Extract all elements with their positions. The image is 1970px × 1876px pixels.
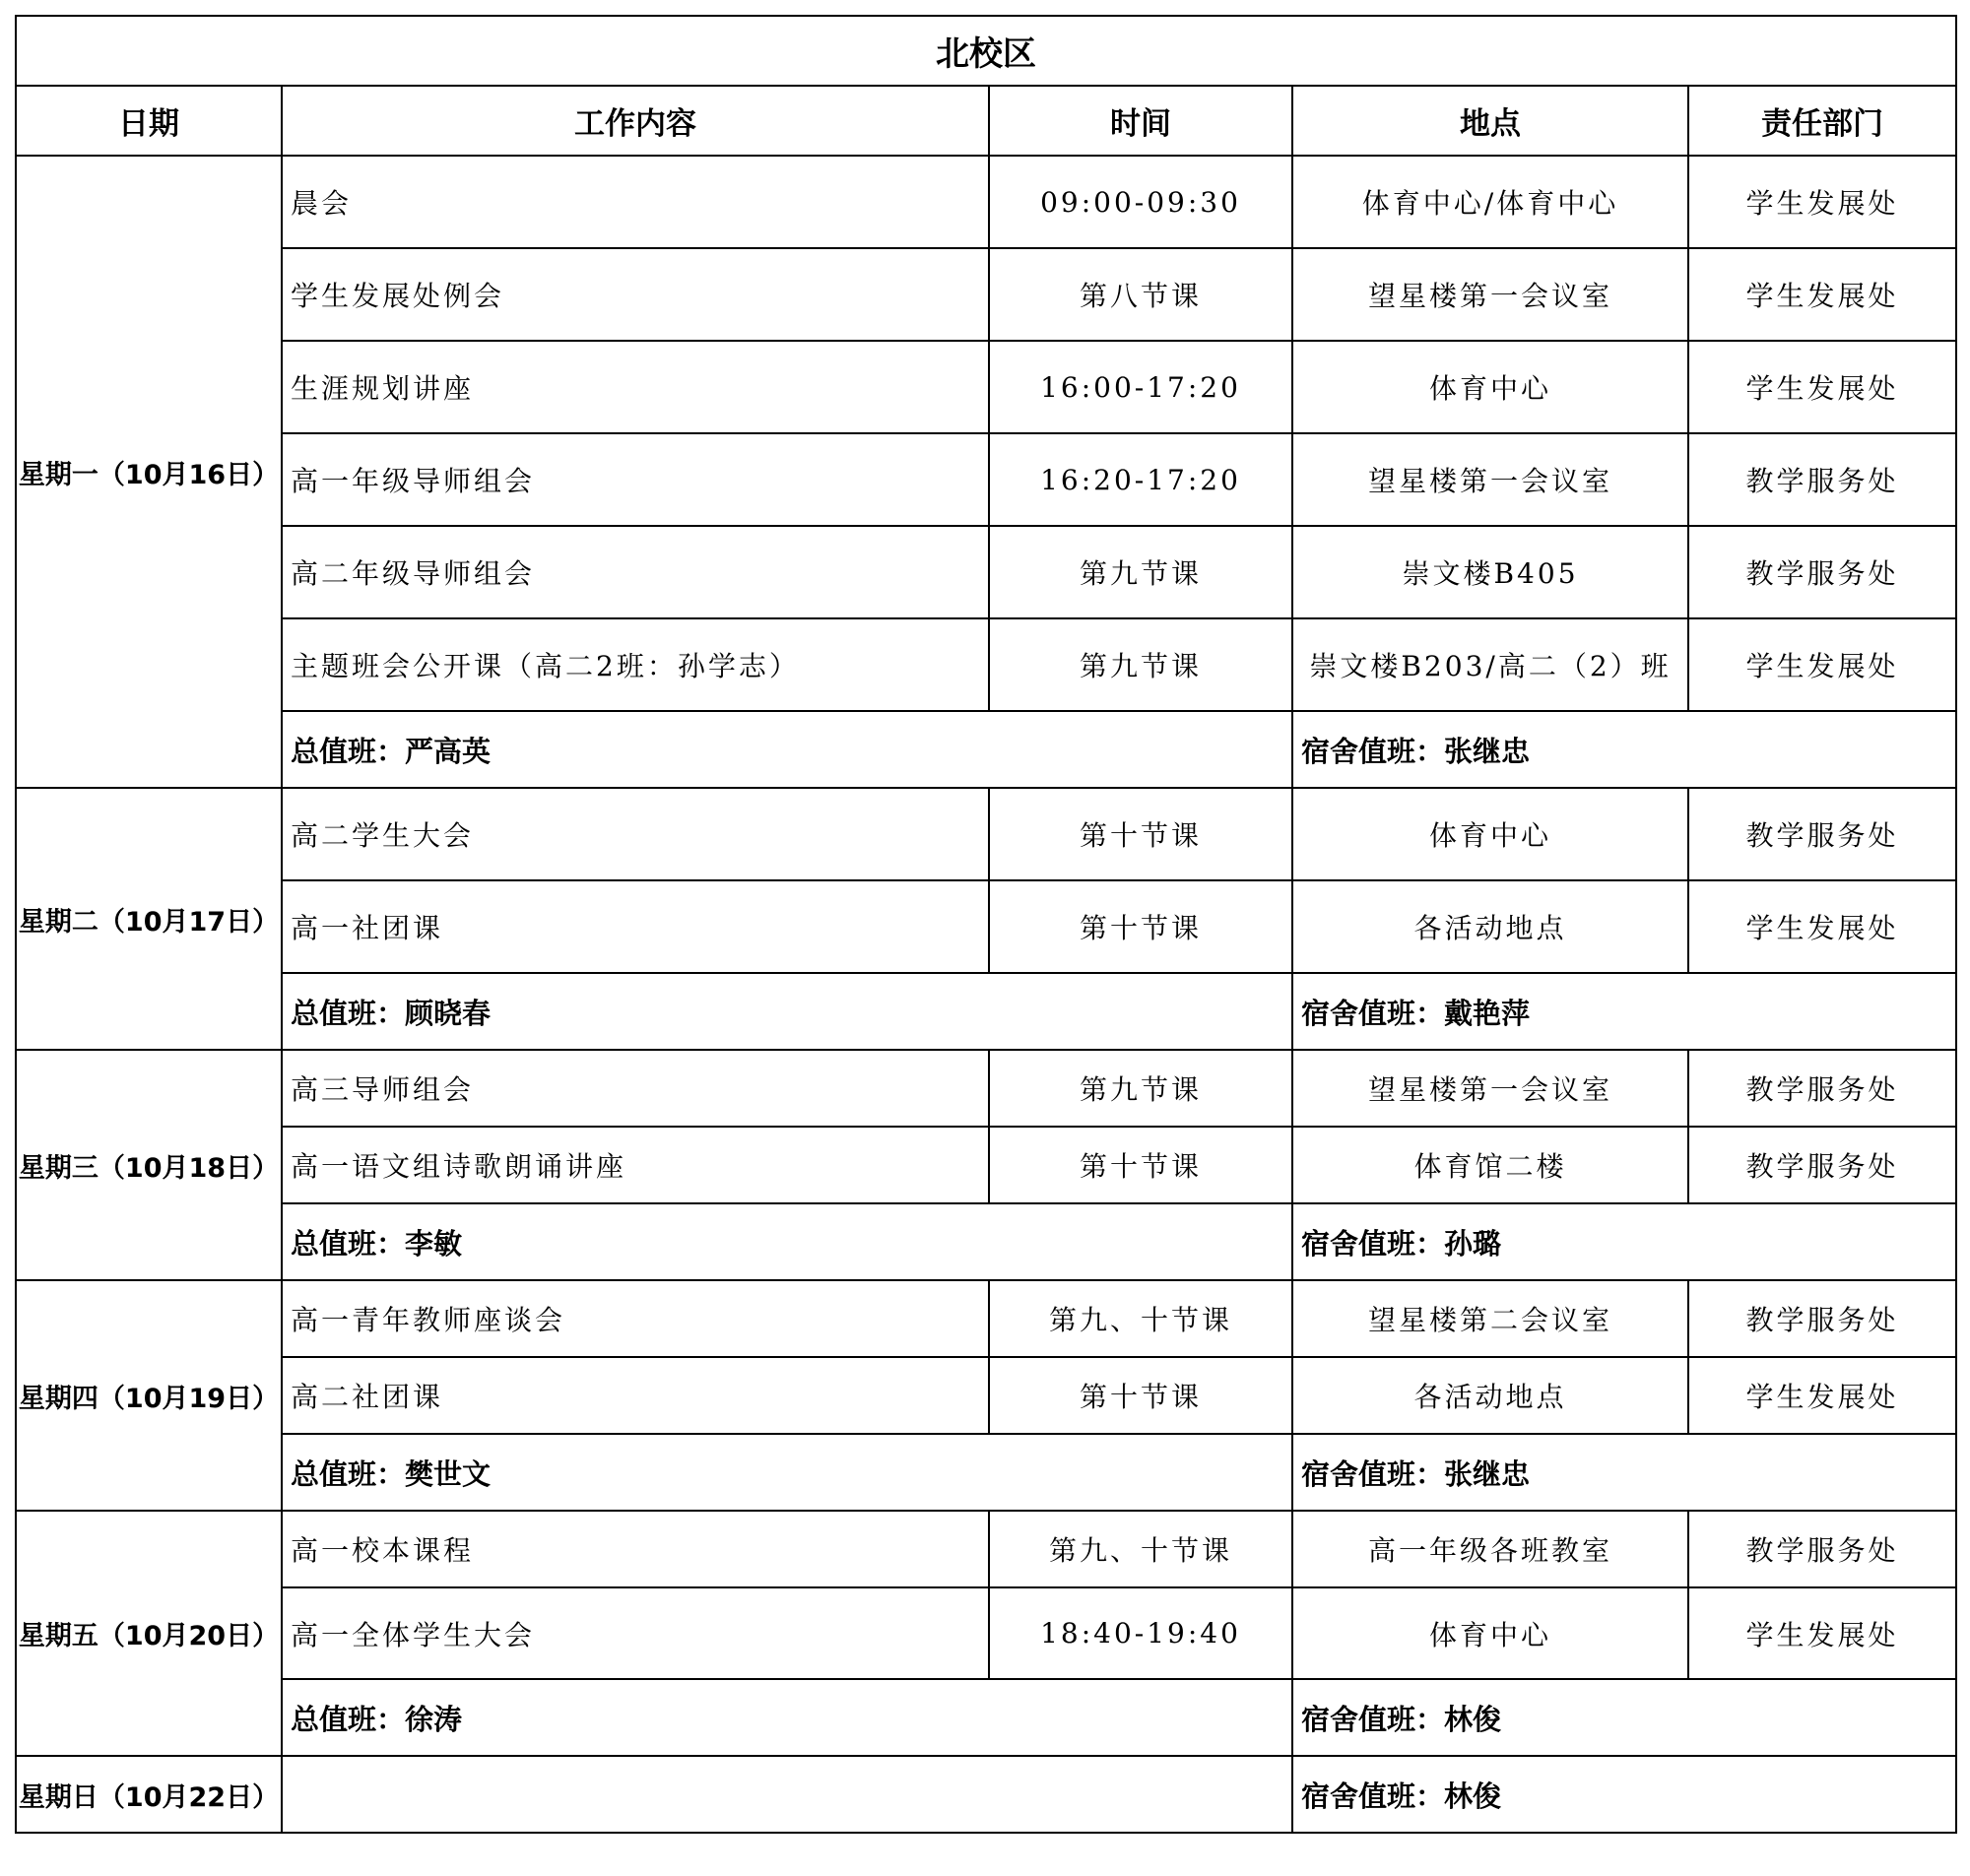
date-cell-friday: 星期五（10月20日） <box>16 1511 282 1756</box>
general-duty <box>282 1756 1292 1833</box>
time-cell: 09:00-09:30 <box>989 156 1292 248</box>
general-duty: 总值班：李敏 <box>282 1203 1292 1280</box>
duty-row <box>16 711 1956 788</box>
time-cell: 第十节课 <box>989 1127 1292 1203</box>
schedule-table <box>15 15 1957 1834</box>
table-row <box>16 1280 1956 1357</box>
time-cell: 第九节课 <box>989 1050 1292 1127</box>
date-cell-thursday: 星期四（10月19日） <box>16 1280 282 1511</box>
time-cell: 第九节课 <box>989 526 1292 618</box>
dept-cell: 学生发展处 <box>1688 248 1956 341</box>
date-cell-wednesday: 星期三（10月18日） <box>16 1050 282 1280</box>
place-cell: 崇文楼B405 <box>1292 526 1688 618</box>
table-row <box>16 1587 1956 1679</box>
place-cell: 体育中心 <box>1292 788 1688 880</box>
duty-row <box>16 1203 1956 1280</box>
task-cell: 高一校本课程 <box>282 1511 989 1587</box>
dorm-duty: 宿舍值班：孙璐 <box>1292 1203 1956 1280</box>
task-cell: 高二年级导师组会 <box>282 526 989 618</box>
dept-cell: 学生发展处 <box>1688 618 1956 711</box>
table-row <box>16 880 1956 973</box>
header-dept: 责任部门 <box>1688 86 1956 156</box>
task-cell: 生涯规划讲座 <box>282 341 989 433</box>
dorm-duty: 宿舍值班：张继忠 <box>1292 711 1956 788</box>
task-cell: 晨会 <box>282 156 989 248</box>
task-cell: 高一全体学生大会 <box>282 1587 989 1679</box>
table-row <box>16 1050 1956 1127</box>
dept-cell: 教学服务处 <box>1688 526 1956 618</box>
date-cell-tuesday: 星期二（10月17日） <box>16 788 282 1050</box>
place-cell: 体育中心 <box>1292 341 1688 433</box>
dept-cell: 教学服务处 <box>1688 788 1956 880</box>
time-cell: 第九、十节课 <box>989 1280 1292 1357</box>
place-cell: 崇文楼B203/高二（2）班 <box>1292 618 1688 711</box>
place-cell: 望星楼第一会议室 <box>1292 1050 1688 1127</box>
time-cell: 第九节课 <box>989 618 1292 711</box>
task-cell: 高一青年教师座谈会 <box>282 1280 989 1357</box>
table-row <box>16 788 1956 880</box>
general-duty: 总值班：严高英 <box>282 711 1292 788</box>
dept-cell: 学生发展处 <box>1688 341 1956 433</box>
time-cell: 16:00-17:20 <box>989 341 1292 433</box>
dept-cell: 学生发展处 <box>1688 1357 1956 1434</box>
general-duty: 总值班：樊世文 <box>282 1434 1292 1511</box>
duty-row <box>16 1434 1956 1511</box>
dept-cell: 学生发展处 <box>1688 156 1956 248</box>
task-cell: 高二社团课 <box>282 1357 989 1434</box>
time-cell: 第十节课 <box>989 1357 1292 1434</box>
table-row <box>16 526 1956 618</box>
table-title: 北校区 <box>16 16 1956 86</box>
table-row <box>16 1511 1956 1587</box>
time-cell: 第九、十节课 <box>989 1511 1292 1587</box>
time-cell: 第八节课 <box>989 248 1292 341</box>
header-place: 地点 <box>1292 86 1688 156</box>
task-cell: 高一语文组诗歌朗诵讲座 <box>282 1127 989 1203</box>
dept-cell: 教学服务处 <box>1688 1280 1956 1357</box>
place-cell: 望星楼第一会议室 <box>1292 248 1688 341</box>
general-duty: 总值班：顾晓春 <box>282 973 1292 1050</box>
dept-cell: 教学服务处 <box>1688 1050 1956 1127</box>
table-row <box>16 1127 1956 1203</box>
dept-cell: 教学服务处 <box>1688 433 1956 526</box>
place-cell: 各活动地点 <box>1292 880 1688 973</box>
duty-row <box>16 973 1956 1050</box>
task-cell: 学生发展处例会 <box>282 248 989 341</box>
table-row <box>16 1357 1956 1434</box>
task-cell: 高三导师组会 <box>282 1050 989 1127</box>
task-cell: 主题班会公开课（高二2班：孙学志） <box>282 618 989 711</box>
place-cell: 各活动地点 <box>1292 1357 1688 1434</box>
dorm-duty: 宿舍值班：林俊 <box>1292 1756 1956 1833</box>
place-cell: 高一年级各班教室 <box>1292 1511 1688 1587</box>
time-cell: 第十节课 <box>989 788 1292 880</box>
dept-cell: 教学服务处 <box>1688 1127 1956 1203</box>
time-cell: 18:40-19:40 <box>989 1587 1292 1679</box>
dorm-duty: 宿舍值班：戴艳萍 <box>1292 973 1956 1050</box>
dorm-duty: 宿舍值班：张继忠 <box>1292 1434 1956 1511</box>
place-cell: 望星楼第二会议室 <box>1292 1280 1688 1357</box>
dorm-duty: 宿舍值班：林俊 <box>1292 1679 1956 1756</box>
task-cell: 高二学生大会 <box>282 788 989 880</box>
place-cell: 体育中心 <box>1292 1587 1688 1679</box>
place-cell: 体育馆二楼 <box>1292 1127 1688 1203</box>
header-time: 时间 <box>989 86 1292 156</box>
dept-cell: 学生发展处 <box>1688 1587 1956 1679</box>
table-row <box>16 248 1956 341</box>
general-duty: 总值班：徐涛 <box>282 1679 1292 1756</box>
table-row <box>16 341 1956 433</box>
table-row <box>16 618 1956 711</box>
header-date: 日期 <box>16 86 282 156</box>
task-cell: 高一年级导师组会 <box>282 433 989 526</box>
table-row <box>16 433 1956 526</box>
time-cell: 第十节课 <box>989 880 1292 973</box>
duty-row <box>16 1679 1956 1756</box>
table-row <box>16 156 1956 248</box>
place-cell: 体育中心/体育中心 <box>1292 156 1688 248</box>
dept-cell: 教学服务处 <box>1688 1511 1956 1587</box>
time-cell: 16:20-17:20 <box>989 433 1292 526</box>
header-task: 工作内容 <box>282 86 989 156</box>
dept-cell: 学生发展处 <box>1688 880 1956 973</box>
place-cell: 望星楼第一会议室 <box>1292 433 1688 526</box>
date-cell-monday: 星期一（10月16日） <box>16 156 282 788</box>
date-cell-sunday: 星期日（10月22日） <box>16 1756 282 1833</box>
task-cell: 高一社团课 <box>282 880 989 973</box>
duty-row <box>16 1756 1956 1833</box>
